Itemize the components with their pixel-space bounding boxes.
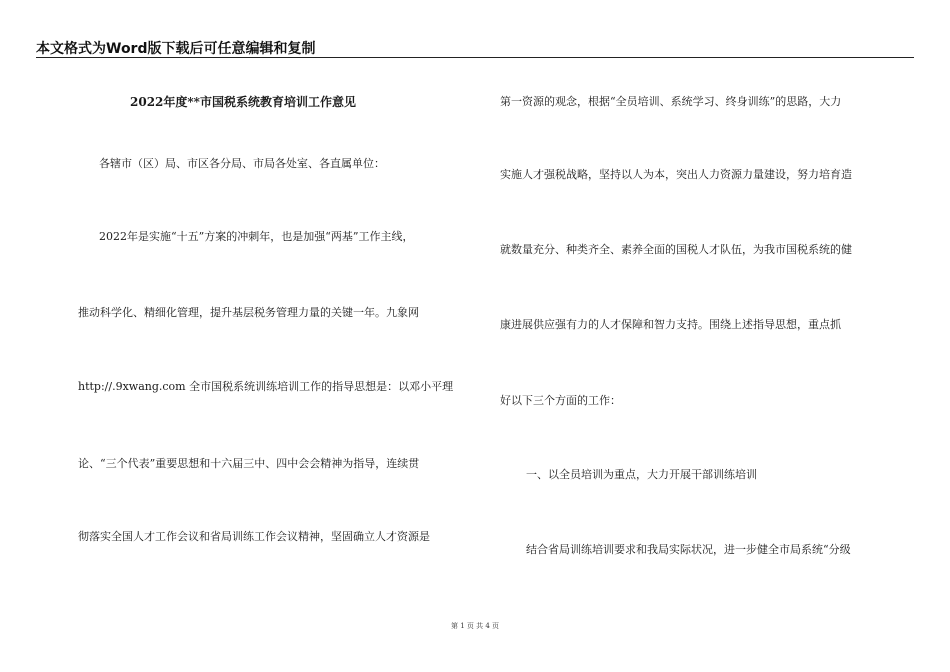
body-line: 结合省局训练培训要求和我局实际状况，进一步健全市局系统“分级 <box>526 543 851 556</box>
body-line: 第一资源的观念，根据“全员培训、系统学习、终身训练”的思路，大力 <box>500 95 842 108</box>
document-title: 2022年度**市国税系统教育培训工作意见 <box>130 95 356 109</box>
body-line: 推动科学化、精细化管理，提升基层税务管理力量的关键一年。九象网 <box>78 306 419 319</box>
body-line: http://.9xwang.com 全市国税系统训练培训工作的指导思想是：以邓小平理 <box>78 380 454 393</box>
page-footer: 第 1 页 共 4 页 <box>450 622 500 630</box>
section-heading: 一、以全员培训为重点，大力开展干部训练培训 <box>526 468 757 481</box>
body-line: 实施人才强税战略，坚持以人为本，突出人力资源力量建设，努力培育造 <box>500 168 852 181</box>
header-divider <box>36 57 914 58</box>
salutation-line: 各辖市（区）局、市区各分局、市局各处室、各直属单位： <box>99 157 385 170</box>
body-line: 2022年是实施“十五”方案的冲刺年，也是加强“两基”工作主线， <box>99 230 414 243</box>
body-line: 论、“三个代表”重要思想和十六届三中、四中会会精神为指导，连续贯 <box>78 457 420 470</box>
body-line: 好以下三个方面的工作： <box>500 394 621 407</box>
body-line: 彻落实全国人才工作会议和省局训练工作会议精神，坚固确立人才资源是 <box>78 530 430 543</box>
header-banner: 本文格式为Word版下载后可任意编辑和复制 <box>36 41 316 57</box>
body-line: 就数量充分、种类齐全、素养全面的国税人才队伍，为我市国税系统的健 <box>500 243 852 256</box>
body-line: 康进展供应强有力的人才保障和智力支持。围绕上述指导思想，重点抓 <box>500 318 841 331</box>
